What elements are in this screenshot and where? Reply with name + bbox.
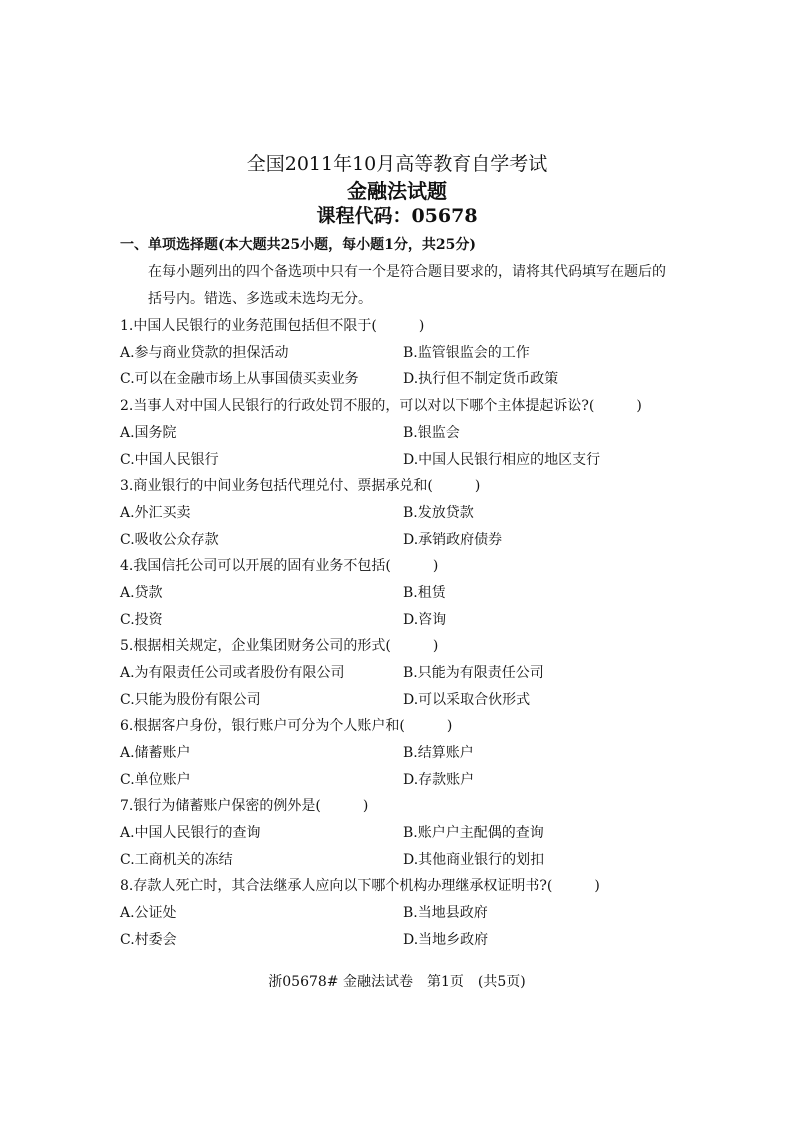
q4-option-d: D.咨询 xyxy=(403,612,447,628)
q7-option-b: B.账户户主配偶的查询 xyxy=(403,825,544,841)
question-3: 3.商业银行的中间业务包括代理兑付、票据承兑和( ) xyxy=(120,478,481,494)
q4-option-a: A.贷款 xyxy=(120,585,163,601)
q7-option-a: A.中国人民银行的查询 xyxy=(120,825,261,841)
q4-option-b: B.租赁 xyxy=(403,585,446,601)
question-6: 6.根据客户身份，银行账户可分为个人账户和( ) xyxy=(120,718,453,734)
q5-option-b: B.只能为有限责任公司 xyxy=(403,665,544,681)
q8-option-a: A.公证处 xyxy=(120,905,177,921)
exam-header-title: 全国2011年10月高等教育自学考试 xyxy=(246,153,548,175)
course-code: 课程代码：05678 xyxy=(316,205,478,227)
question-4: 4.我国信托公司可以开展的固有业务不包括( ) xyxy=(120,558,439,574)
q6-option-a: A.储蓄账户 xyxy=(120,745,191,761)
q7-option-c: C.工商机关的冻结 xyxy=(120,852,233,868)
q6-option-d: D.存款账户 xyxy=(403,772,475,788)
page-footer: 浙05678# 金融法试卷 第1页 (共5页) xyxy=(268,974,526,990)
q1-option-d: D.执行但不制定货币政策 xyxy=(403,371,559,387)
section-instruction-1: 在每小题列出的四个备选项中只有一个是符合题目要求的，请将其代码填写在题后的 xyxy=(148,264,666,280)
q1-option-c: C.可以在金融市场上从事国债买卖业务 xyxy=(120,371,359,387)
q7-option-d: D.其他商业银行的划扣 xyxy=(403,852,545,868)
q2-option-b: B.银监会 xyxy=(403,425,460,441)
q8-option-d: D.当地乡政府 xyxy=(403,932,489,948)
q1-option-b: B.监管银监会的工作 xyxy=(403,345,530,361)
q3-option-c: C.吸收公众存款 xyxy=(120,532,219,548)
q5-option-a: A.为有限责任公司或者股份有限公司 xyxy=(120,665,345,681)
q2-option-c: C.中国人民银行 xyxy=(120,452,219,468)
q1-option-a: A.参与商业贷款的担保活动 xyxy=(120,345,289,361)
question-7: 7.银行为储蓄账户保密的例外是( ) xyxy=(120,798,369,814)
q6-option-c: C.单位账户 xyxy=(120,772,191,788)
q6-option-b: B.结算账户 xyxy=(403,745,474,761)
section-instruction-2: 括号内。错选、多选或未选均无分。 xyxy=(148,291,372,307)
section-heading: 一、单项选择题(本大题共25小题，每小题1分，共25分) xyxy=(120,237,476,253)
exam-subject-title: 金融法试题 xyxy=(347,179,447,203)
question-2: 2.当事人对中国人民银行的行政处罚不服的，可以对以下哪个主体提起诉讼?( ) xyxy=(120,398,642,414)
q3-option-d: D.承销政府债券 xyxy=(403,532,503,548)
q2-option-a: A.国务院 xyxy=(120,425,177,441)
question-5: 5.根据相关规定，企业集团财务公司的形式( ) xyxy=(120,638,439,654)
question-1: 1.中国人民银行的业务范围包括但不限于( ) xyxy=(120,318,425,334)
question-8: 8.存款人死亡时，其合法继承人应向以下哪个机构办理继承权证明书?( ) xyxy=(120,878,600,894)
q2-option-d: D.中国人民银行相应的地区支行 xyxy=(403,452,601,468)
q3-option-b: B.发放贷款 xyxy=(403,505,474,521)
q4-option-c: C.投资 xyxy=(120,612,163,628)
q3-option-a: A.外汇买卖 xyxy=(120,505,191,521)
q8-option-c: C.村委会 xyxy=(120,932,177,948)
q5-option-c: C.只能为股份有限公司 xyxy=(120,692,261,708)
q5-option-d: D.可以采取合伙形式 xyxy=(403,692,531,708)
q8-option-b: B.当地县政府 xyxy=(403,905,488,921)
